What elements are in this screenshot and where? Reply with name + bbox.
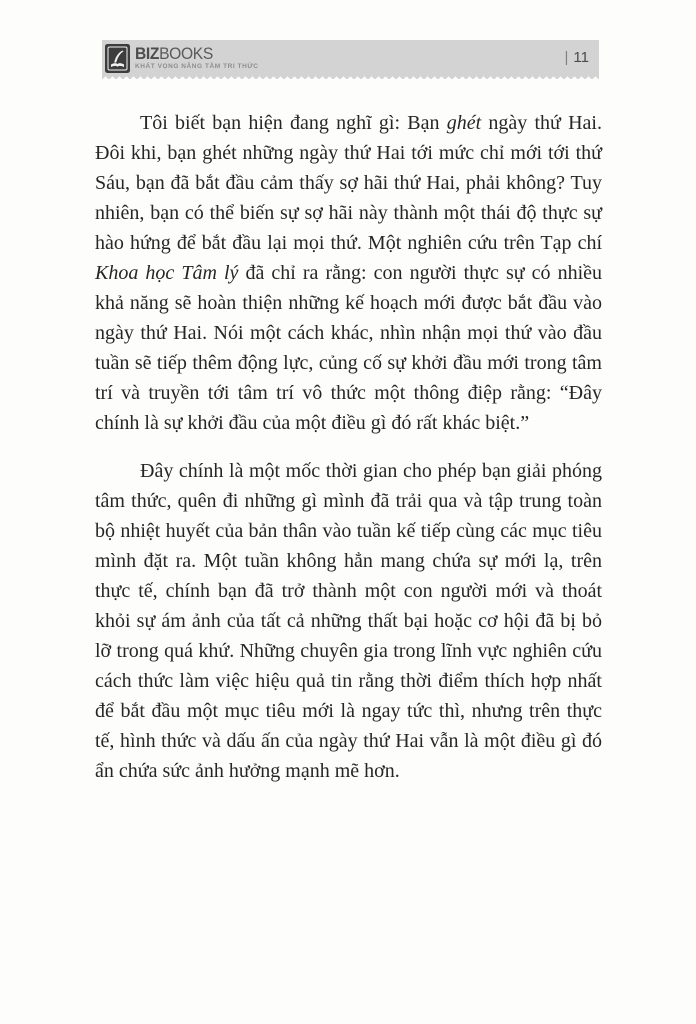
text-segment: ngày thứ Hai. Đôi khi, bạn ghét những ngày thứ Hai tới mức chỉ mới tới thứ Sáu, bạn đã bắt đầu cảm thấy sợ hãi thứ Hai, phải không? Tuy nhiên, bạn có thể biến sự sợ hãi này thành một thái độ thực sự hào hứng để bắt đầu lại mọi thứ. Một nghiên cứu trên Tạp chí: [95, 112, 602, 254]
bizbooks-logo-icon: [105, 44, 130, 73]
brand-name-books: BOOKS: [159, 44, 213, 64]
text-segment: đã chỉ ra rằng: con người thực sự có nhiều khả năng sẽ hoàn thiện những kế hoạch mới được bắt đầu vào ngày thứ Hai. Nói một cách khác, nhìn nhận mọi thứ vào đầu tuần sẽ tiếp thêm động lực, củng cố sự khởi đầu mới trong tâm trí và truyền tới tâm trí vô thức một thông điệp rằng: “Đây chính là sự khởi đầu của một điều gì đó rất khác biệt.”: [95, 262, 603, 434]
page-body-text: [95, 108, 602, 804]
brand-name-biz: BIZ: [135, 44, 160, 64]
brand-name: [135, 45, 249, 62]
italic-text-segment: ghét: [446, 112, 482, 134]
text-segment: Đây chính là một mốc thời gian cho phép bạn giải phóng tâm thức, quên đi những gì mình đã trải qua và tập trung toàn bộ nhiệt huyết của bản thân vào tuần kế tiếp cùng các mục tiêu mình đặt ra. Một tuần không hẳn mang chứa sự mới lạ, trên thực tế, chính bạn đã trở thành một con người mới và thoát khỏi sự ám ảnh của tất cả những thất bại hoặc cơ hội đã bị bỏ lỡ trong quá khứ. Những chuyên gia trong lĩnh vực nghiên cứu cách thức làm việc hiệu quả tin rằng thời điểm thích hợp nhất để bắt đầu một mục tiêu mới là ngay tức thì, nhưng trên thực tế, hình thức và dấu ấn của ngày thứ Hai vẫn là một điều gì đó ẩn chứa sức ảnh hưởng mạnh mẽ hơn.: [95, 460, 602, 782]
paragraph: [95, 456, 602, 786]
paragraph: [95, 108, 602, 438]
text-segment: Tôi biết bạn hiện đang nghĩ gì: Bạn: [140, 112, 447, 134]
page-number-divider: |: [564, 48, 569, 66]
page-number: 11: [573, 48, 589, 66]
page-number-indicator: [565, 49, 599, 66]
brand-text: [135, 45, 259, 71]
header-bar: [102, 40, 599, 74]
perforated-edge: [102, 74, 599, 79]
publisher-logo: [105, 44, 259, 73]
brand-tagline: KHÁT VỌNG NÂNG TẦM TRI THỨC: [135, 63, 259, 71]
header: [102, 40, 599, 79]
italic-text-segment: Khoa học Tâm lý: [95, 262, 239, 284]
